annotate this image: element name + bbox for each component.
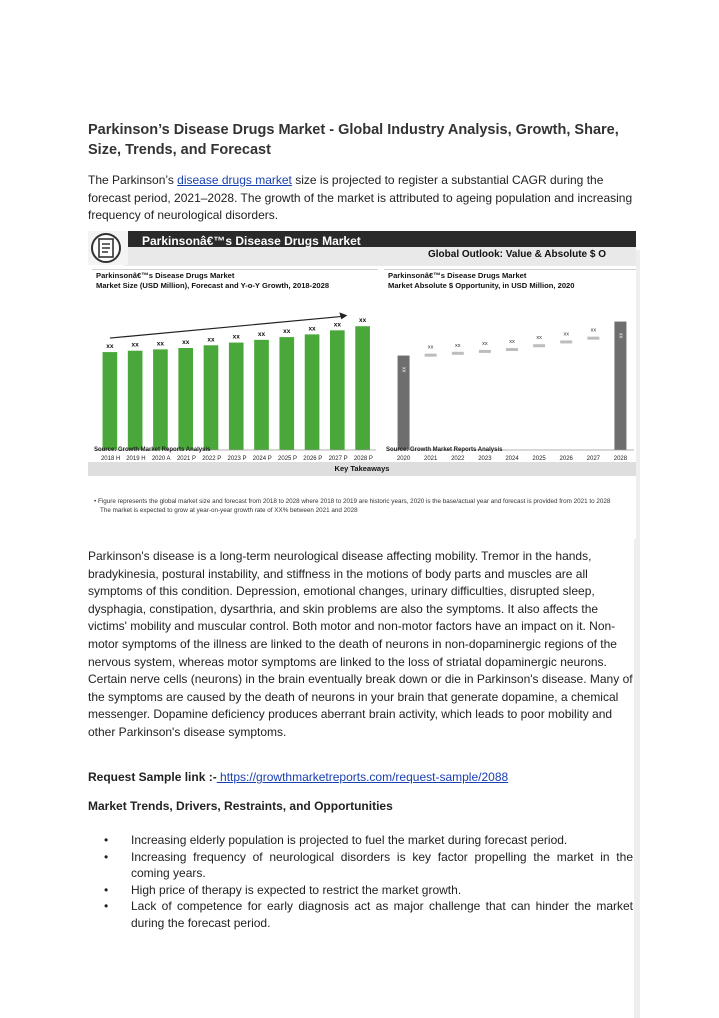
bar-value-label: xx [283,328,291,336]
list-item-text: High price of therapy is expected to restrict the market growth. [131,882,462,897]
list-item [88,882,633,899]
market-value-bar [204,345,219,450]
intro-text-end: size is projected to register a substantial CAGR during the forecast period, 2021–2028. The growth of the market is attributed to ageing population and increasing frequency of neurological disorders. [88,173,633,223]
takeaway-item-1: • Figure represents the global market size and forecast from 2018 to 2028 where 2018 to 2019 are historic years, 2020 is the base/actual year and forecast is provided from 2021 to 2028 [94,498,611,505]
absolute-opportunity-panel [384,269,636,462]
x-tick-label: 2020 A [151,456,171,462]
market-value-bar [178,348,193,450]
trends-heading: Market Trends, Drivers, Restraints, and Opportunities [88,799,393,813]
document-icon [88,231,128,265]
absolute-opportunity-panel-title [388,271,575,291]
list-item [88,898,633,931]
opportunity-step-bar [506,348,518,351]
market-size-panel [92,269,378,462]
infographic-title: Parkinsonâ€™s Disease Drugs Market [142,234,361,248]
x-tick-label: 2021 [423,456,438,462]
intro-text-start: The Parkinson’s [88,173,178,187]
bar-value-label: xx [131,341,139,349]
bar-value-label: xx [536,335,542,342]
x-tick-label: 2027 [586,456,601,462]
bar-value-label: xx [482,340,488,347]
market-value-bar [153,349,168,450]
market-value-bar [279,337,294,450]
market-value-bar [128,351,143,450]
list-item [88,849,633,882]
key-takeaways-label: Key Takeaways [334,464,390,473]
market-value-bar [330,330,345,450]
bar-value-label: xx [308,325,316,333]
x-tick-label: 2025 P [278,456,298,462]
x-tick-label: 2023 [478,456,492,462]
bullet-icon: • [104,882,109,897]
opportunity-step-bar [533,344,545,347]
x-tick-label: 2019 H [126,456,146,462]
market-value-bar [355,326,370,450]
market-value-bar [254,340,269,450]
key-takeaways-text [94,497,634,515]
right-panel-title-line-2: Market Absolute $ Opportunity, in USD Million, 2020 [388,281,575,290]
infographic-subtitle: Global Outlook: Value & Absolute $ O [428,249,606,260]
bullet-icon: • [104,833,109,847]
bullet-icon: • [104,849,109,864]
list-item-text: Increasing frequency of neurological disorders is key factor propelling the market in the coming years. [131,849,633,880]
bar-value-label: xx [401,366,408,373]
body-paragraph: Parkinson's disease is a long-term neurological disease affecting mobility. Tremor in the hands, bradykinesia, postural instability, and stiffness in the motions of body parts and muscles are all symptoms of this condition. Depression, emotional changes, urinary difficulties, disrupted sleep, dysphagia, constipation, dysarthria, and skin problems are also the symptoms. It also affects the victims' mobility and muscular control. Both motor and non-motor factors have an impact on it. Non-motor symptoms of the illness are linked to the death of neurons in non-dopaminergic regions of the nervous system, whereas motor symptoms are linked to the loss of striatal dopaminergic neurons. Certain nerve cells (neurons) in the brain eventually break down or die in Parkinson's disease. Many of the symptoms are caused by the death of neurons in your brain that generate dopamine, a chemical messenger. Dopamine deficiency produces aberrant brain activity, which leads to poor mobility and other Parkinson's disease symptoms. [88,549,633,739]
request-sample-link[interactable]: https://growthmarketreports.com/request-sample/2088 [216,770,509,784]
request-sample-line [88,769,633,787]
trend-arrow-head [339,312,347,319]
list-item-text: Increasing elderly population is projected to fuel the market during forecast period. [131,833,568,847]
bar-value-label: xx [106,343,114,351]
x-tick-label: 2023 P [227,456,247,462]
x-tick-label: 2028 P [353,456,373,462]
disease-drugs-market-link[interactable]: disease drugs market [177,173,292,187]
x-tick-label: 2026 P [303,456,323,462]
bullet-icon: • [104,899,109,913]
bar-value-label: xx [618,332,625,339]
bar-value-label: xx [563,331,569,338]
opportunity-step-bar [425,354,437,357]
x-tick-label: 2026 [559,456,573,462]
x-tick-label: 2020 [396,456,411,462]
request-sample-label: Request Sample link :- [88,770,217,784]
intro-paragraph [88,172,633,225]
market-value-bar [103,352,118,450]
document-title: Parkinson’s Disease Drugs Market - Global Industry Analysis, Growth, Share, Size, Trends, and Forecast [88,122,619,158]
left-panel-title-line-1: Parkinsonâ€™s Disease Drugs Market [96,271,235,280]
takeaway-item-2: The market is expected to grow at year-on-year growth rate of XX% between 2021 and 2028 [100,507,358,514]
x-tick-label: 2021 P [176,456,196,462]
left-panel-title-line-2: Market Size (USD Million), Forecast and Y-o-Y Growth, 2018-2028 [96,281,330,290]
market-value-bar [229,343,244,450]
bar-value-label: xx [207,336,215,344]
bar-value-label: xx [509,339,515,345]
opportunity-step-bar [479,350,491,353]
market-value-bar [305,334,320,450]
opportunity-step-bar [560,340,572,343]
x-tick-label: 2028 [613,456,628,462]
bar-value-label: xx [455,342,461,349]
bar-value-label: xx [427,344,434,351]
absolute-base-bar [614,322,626,450]
bar-value-label: xx [257,330,266,338]
x-tick-label: 2027 P [328,456,348,462]
list-item-text: Lack of competence for early diagnosis act as major challenge that can hinder the market during the forecast period. [131,899,633,930]
x-tick-label: 2022 P [202,456,222,462]
x-tick-label: 2024 [505,456,519,462]
market-infographic [88,231,636,539]
bar-value-label: xx [182,339,190,346]
right-panel-title-line-1: Parkinsonâ€™s Disease Drugs Market [388,271,527,280]
takeaway-item-1-text: Figure represents the global market size and forecast from 2018 to 2028 where 2018 to 2019 are historic years, 2020 is the base/actual year and forecast is provided from 2021 to 2028 [97,498,611,505]
right-source-note: Source: Growth Market Reports Analysis [386,447,503,453]
bar-value-label: xx [156,340,165,348]
opportunity-step-bar [587,337,599,340]
bar-value-label: xx [333,321,341,329]
x-tick-label: 2018 H [100,456,121,462]
bar-value-label: xx [232,333,240,341]
opportunity-step-bar [452,352,464,355]
left-source-note: Source: Growth Market Reports Analysis [94,447,211,453]
bar-value-label: xx [590,327,597,334]
market-size-panel-title [96,271,329,291]
x-tick-label: 2024 P [252,456,272,462]
x-tick-label: 2025 [532,456,546,462]
bar-value-label: xx [358,317,367,325]
list-item [88,832,633,849]
trends-list [88,832,633,931]
x-tick-label: 2022 [451,456,465,462]
